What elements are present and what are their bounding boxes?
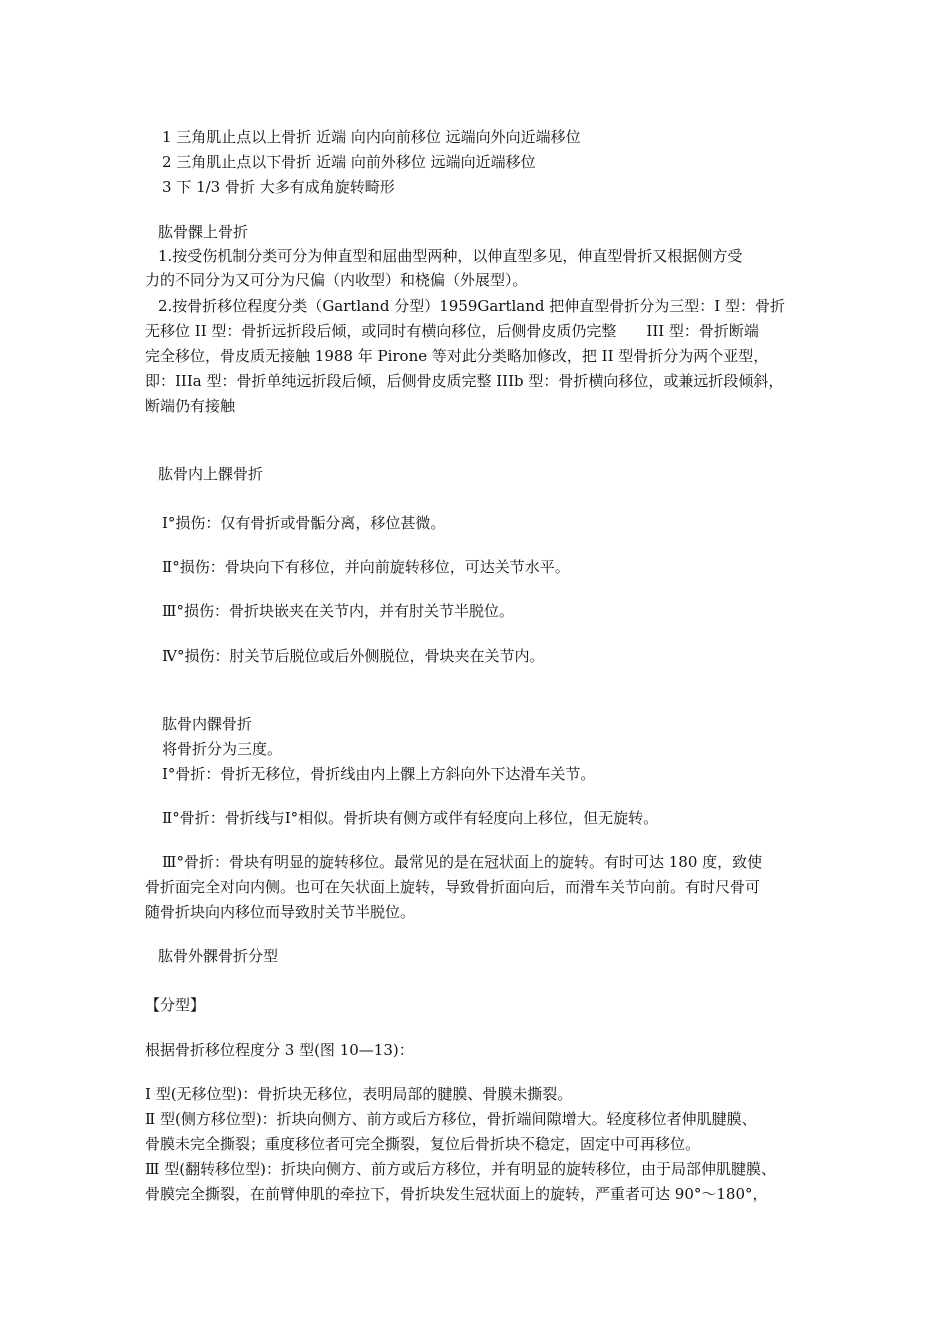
section-heading: 肱骨内上髁骨折	[158, 465, 264, 483]
text-line: 无移位 II 型：骨折远折段后倾，或同时有横向移位，后侧骨皮质仍完整 III 型：骨折断端	[145, 322, 759, 340]
section-heading: 肱骨髁上骨折	[158, 223, 249, 241]
text-line: 2.按骨折移位程度分类（Gartland 分型）1959Gartland 把伸直型骨折分为三型：I 型：骨折	[158, 297, 785, 315]
text-line: 1.按受伤机制分类可分为伸直型和屈曲型两种，以伸直型多见，伸直型骨折又根据侧方受	[158, 247, 743, 265]
text-line: Ⅳ°损伤：肘关节后脱位或后外侧脱位，骨块夹在关节内。	[162, 647, 545, 665]
text-line: Ⅲ°损伤：骨折块嵌夹在关节内，并有肘关节半脱位。	[162, 602, 514, 620]
text-line: Ⅱ°骨折：骨折线与Ⅰ°相似。骨折块有侧方或伴有轻度向上移位，但无旋转。	[162, 809, 659, 827]
text-line: 骨膜完全撕裂，在前臂伸肌的牵拉下，骨折块发生冠状面上的旋转，严重者可达 90°～180°，	[145, 1185, 768, 1203]
text-line: 将骨折分为三度。	[162, 740, 283, 758]
text-line: 3 下 1/3 骨折 大多有成角旋转畸形	[162, 178, 395, 196]
text-line: 2 三角肌止点以下骨折 近端 向前外移位 远端向近端移位	[162, 153, 536, 171]
text-line: Ⅲ 型(翻转移位型)：折块向侧方、前方或后方移位，并有明显的旋转移位，由于局部伸肌腱膜、	[145, 1160, 776, 1178]
text-line: Ⅰ°损伤：仅有骨折或骨骺分离，移位甚微。	[162, 514, 446, 532]
text-line: 完全移位，骨皮质无接触 1988 年 Pirone 等对此分类略加修改，把 II 型骨折分为两个亚型，	[145, 347, 769, 365]
text-line: Ⅱ 型(侧方移位型)：折块向侧方、前方或后方移位，骨折端间隙增大。轻度移位者伸肌腱膜、	[145, 1110, 757, 1128]
section-label: 【分型】	[145, 996, 206, 1014]
text-line: 1 三角肌止点以上骨折 近端 向内向前移位 远端向外向近端移位	[162, 128, 581, 146]
text-line: I 型(无移位型)：骨折块无移位，表明局部的腱膜、骨膜未撕裂。	[145, 1085, 573, 1103]
text-line: 骨膜未完全撕裂；重度移位者可完全撕裂，复位后骨折块不稳定，固定中可再移位。	[145, 1135, 701, 1153]
text-line: 随骨折块向内移位而导致肘关节半脱位。	[145, 903, 416, 921]
text-line: 骨折面完全对向内侧。也可在矢状面上旋转，导致骨折面向后，而滑车关节向前。有时尺骨可	[145, 878, 761, 896]
text-line: 即：IIIa 型：骨折单纯远折段后倾，后侧骨皮质完整 IIIb 型：骨折横向移位，或兼远折段倾斜，	[145, 372, 784, 390]
text-line: 根据骨折移位程度分 3 型(图 10—13)：	[145, 1041, 414, 1059]
text-line: 断端仍有接触	[145, 397, 236, 415]
text-line: 力的不同分为又可分为尺偏（内收型）和桡偏（外展型）。	[145, 271, 528, 289]
section-heading: 肱骨内髁骨折	[162, 715, 253, 733]
section-heading: 肱骨外髁骨折分型	[158, 947, 279, 965]
text-line: Ⅲ°骨折：骨块有明显的旋转移位。最常见的是在冠状面上的旋转。有时可达 180 度，致使	[162, 853, 763, 871]
text-line: Ⅱ°损伤：骨块向下有移位，并向前旋转移位，可达关节水平。	[162, 558, 570, 576]
text-line: Ⅰ°骨折：骨折无移位，骨折线由内上髁上方斜向外下达滑车关节。	[162, 765, 596, 783]
